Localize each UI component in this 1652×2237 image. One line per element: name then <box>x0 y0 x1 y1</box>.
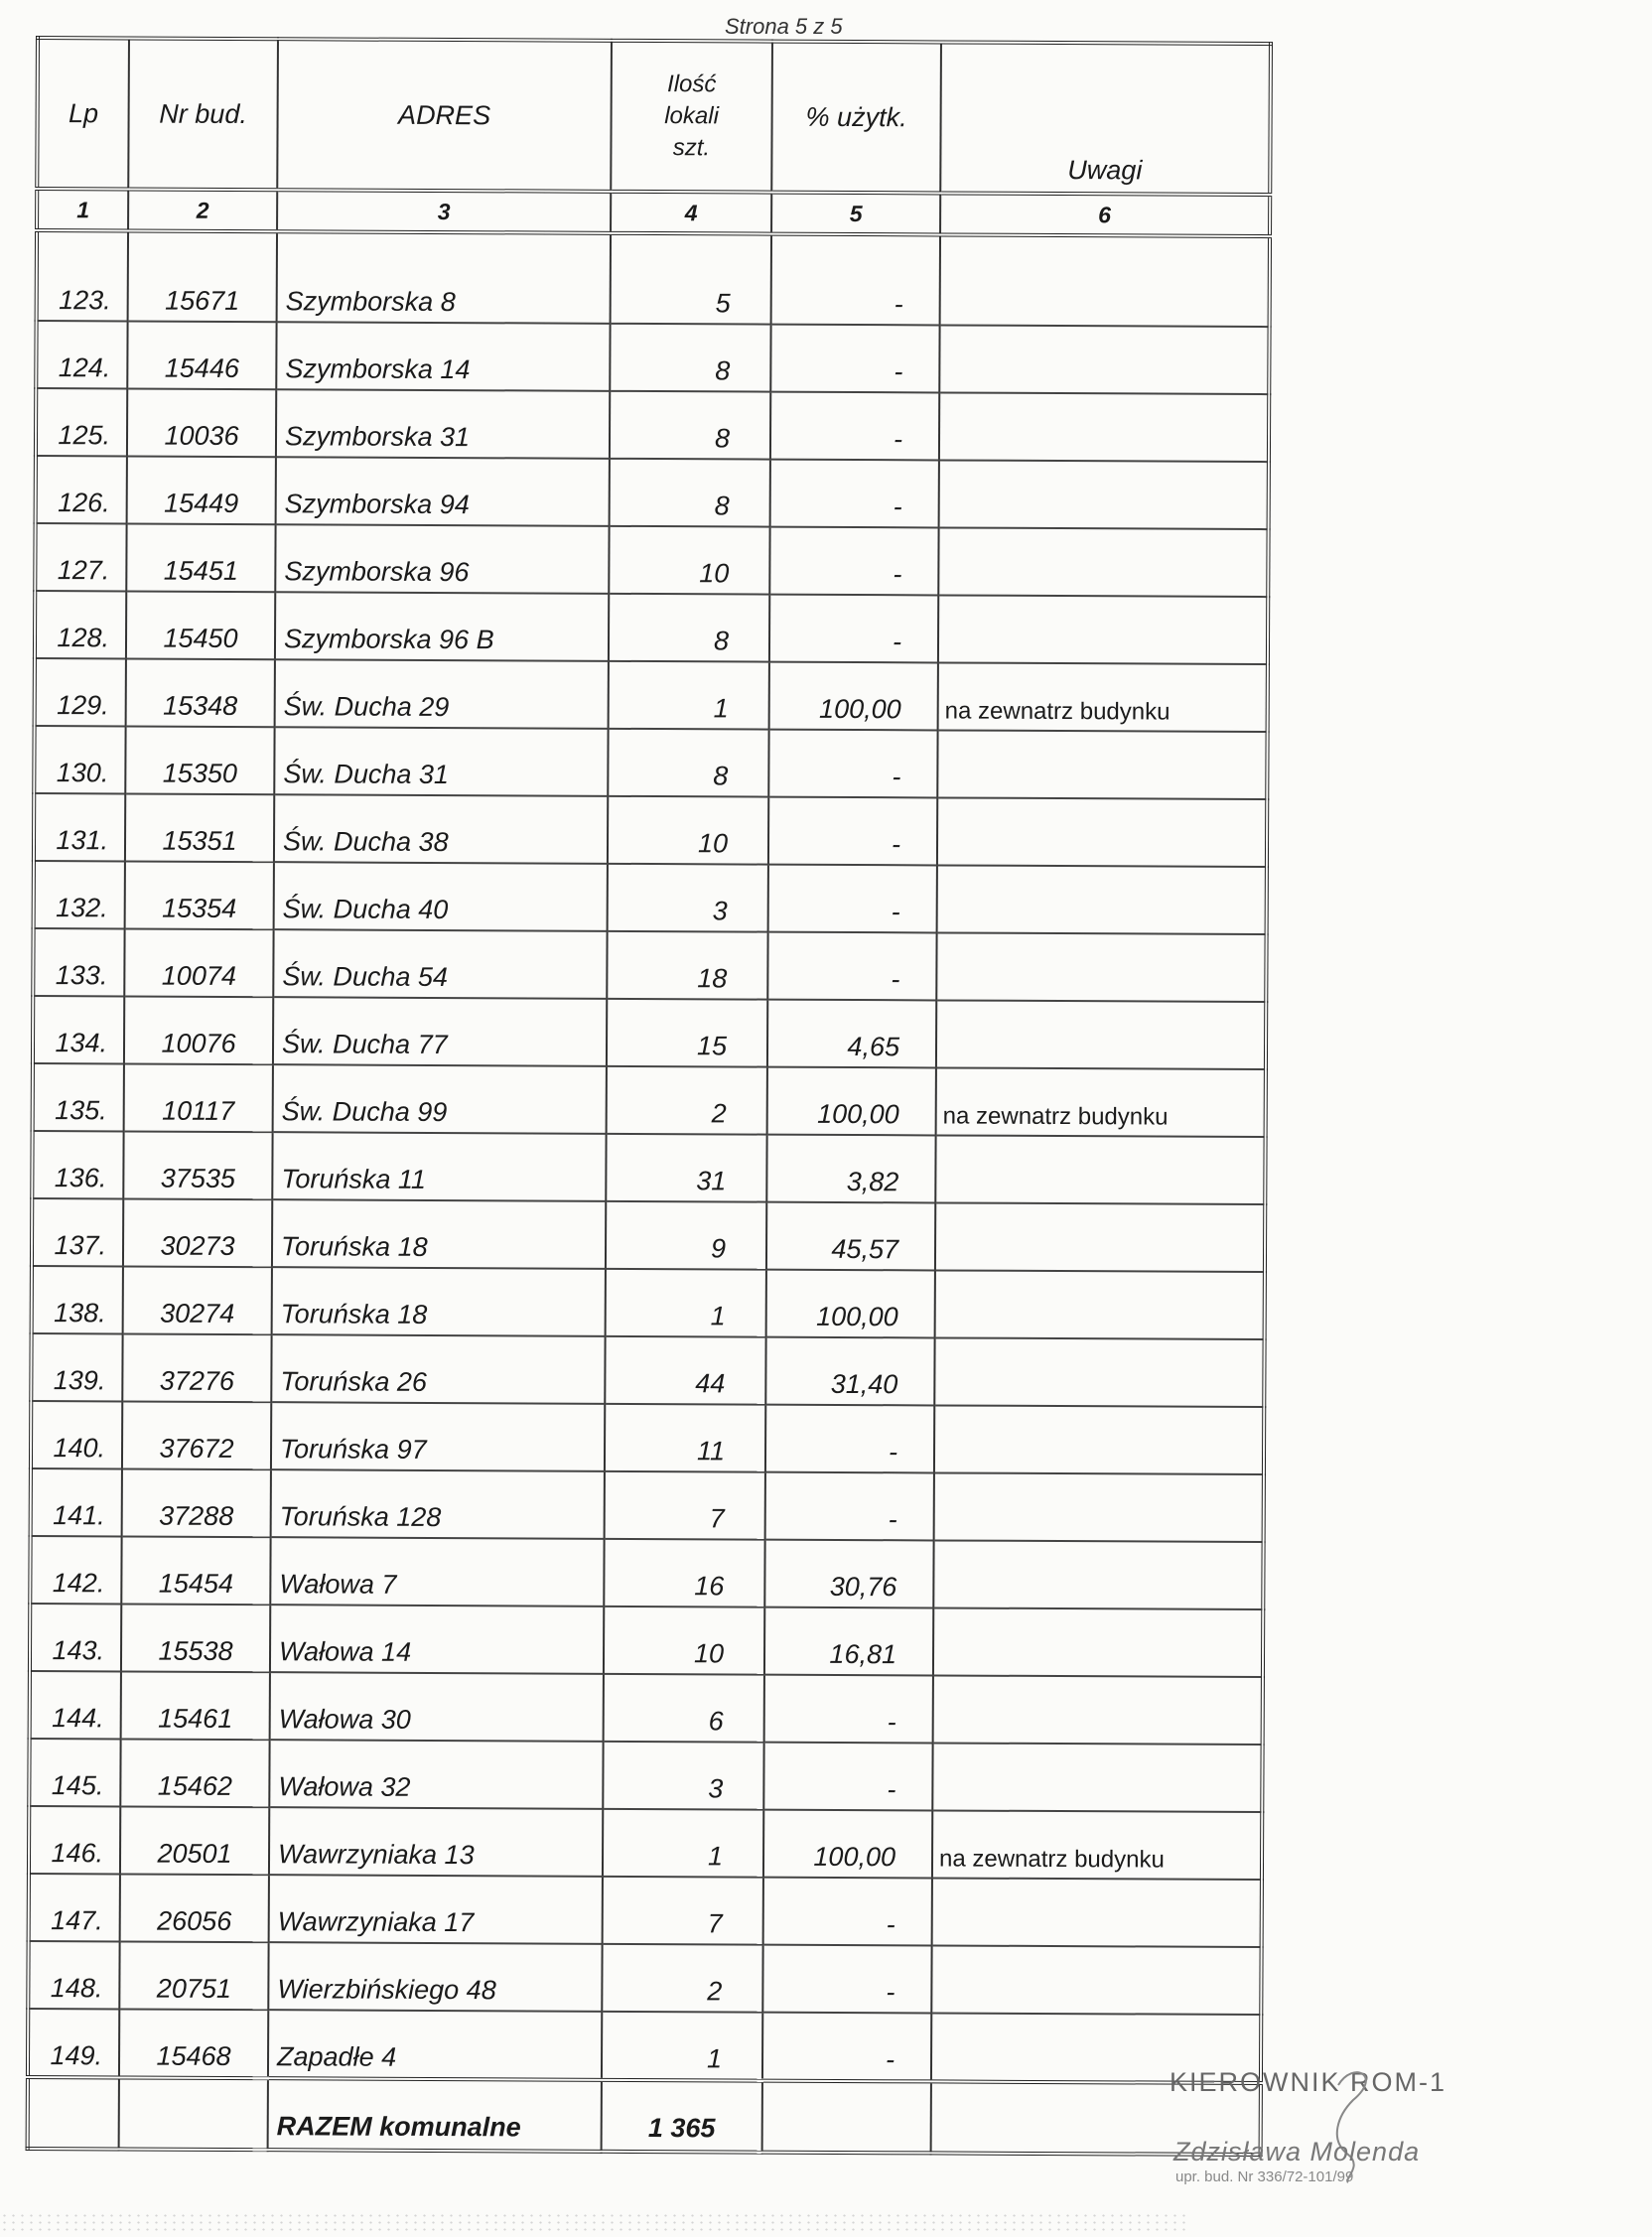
col-header-lp: Lp <box>37 38 129 189</box>
row-qty: 2 <box>602 1944 762 2013</box>
col-header-address: ADRES <box>277 39 612 192</box>
table-row <box>31 1468 1264 1542</box>
row-address: Św. Ducha 31 <box>274 727 608 796</box>
row-address: Wawrzyniaka 17 <box>269 1875 603 1944</box>
total-cell-empty <box>762 2081 931 2154</box>
row-qty: 7 <box>603 1877 763 1945</box>
row-address: Św. Ducha 29 <box>275 659 609 729</box>
total-qty: 1 365 <box>602 2080 762 2153</box>
col-header-notes: Uwagi <box>940 42 1271 195</box>
row-note <box>939 392 1269 462</box>
table-row <box>29 1806 1262 1880</box>
row-building-number: 26056 <box>120 1874 269 1942</box>
table-row <box>35 591 1268 664</box>
row-lp: 149. <box>28 2009 119 2077</box>
col-header-qty <box>611 41 772 193</box>
row-lp: 123. <box>37 230 128 321</box>
col-number: 2 <box>128 189 277 231</box>
table-row <box>32 1266 1265 1339</box>
buildings-table <box>26 36 1273 2157</box>
row-address: Szymborska 96 <box>275 524 609 594</box>
row-percent: 16,81 <box>764 1608 933 1676</box>
row-qty: 11 <box>605 1404 765 1472</box>
row-address: Wałowa 32 <box>269 1740 603 1809</box>
table-row <box>30 1604 1263 1677</box>
row-qty: 1 <box>602 2012 762 2081</box>
scan-noise <box>0 2212 1191 2232</box>
row-address: Szymborska 14 <box>276 322 610 391</box>
row-note <box>934 1337 1264 1407</box>
row-address: Wałowa 14 <box>270 1605 604 1674</box>
row-qty: 1 <box>606 1269 766 1337</box>
row-note <box>932 1878 1262 1947</box>
table-row <box>35 523 1268 597</box>
row-percent: - <box>765 1405 934 1473</box>
row-note <box>933 1675 1263 1745</box>
row-note <box>937 730 1267 799</box>
row-note <box>933 1540 1263 1609</box>
row-percent: 100,00 <box>763 1810 932 1879</box>
row-percent: 45,57 <box>766 1202 935 1271</box>
table-row <box>33 996 1266 1069</box>
col-header-qty-line2: lokali <box>664 102 720 130</box>
row-qty: 8 <box>610 324 770 392</box>
row-percent: - <box>768 730 937 798</box>
row-percent: 31,40 <box>765 1337 934 1406</box>
row-note <box>937 797 1267 867</box>
stamp-name: Zdzisława Molenda <box>1173 2137 1421 2167</box>
row-lp: 137. <box>32 1198 123 1266</box>
row-qty: 8 <box>609 594 769 662</box>
row-lp: 145. <box>29 1739 120 1806</box>
row-building-number: 10117 <box>124 1063 273 1132</box>
table-row <box>36 321 1269 394</box>
table-row <box>31 1333 1264 1407</box>
row-address: Wałowa 7 <box>270 1537 604 1607</box>
row-address: Szymborska 8 <box>277 231 611 324</box>
row-building-number: 30273 <box>123 1198 272 1267</box>
row-address: Szymborska 31 <box>276 389 610 459</box>
row-percent: - <box>771 234 940 326</box>
row-qty: 44 <box>605 1336 765 1405</box>
row-note <box>938 527 1268 597</box>
row-percent: 100,00 <box>769 662 938 731</box>
row-address: Św. Ducha 54 <box>273 929 607 999</box>
row-note <box>935 1135 1265 1204</box>
row-lp: 126. <box>36 456 127 523</box>
row-note <box>940 234 1270 327</box>
row-percent: - <box>763 1743 932 1811</box>
table-body <box>28 230 1270 2083</box>
row-note <box>934 1472 1264 1542</box>
row-address: Św. Ducha 40 <box>274 862 608 931</box>
total-label: RAZEM komunalne <box>268 2078 602 2152</box>
row-building-number: 15454 <box>121 1536 270 1605</box>
row-qty: 8 <box>610 459 770 527</box>
col-number: 6 <box>940 193 1270 236</box>
col-header-qty-line1: Ilość <box>667 70 717 98</box>
row-note <box>936 932 1266 1002</box>
row-building-number: 20751 <box>119 1941 268 2010</box>
row-building-number: 15351 <box>125 793 274 862</box>
table-row <box>32 1131 1265 1204</box>
table-row <box>34 726 1267 799</box>
row-building-number: 37276 <box>122 1333 271 1402</box>
row-address: Toruńska 11 <box>272 1132 606 1201</box>
row-note <box>939 325 1269 394</box>
row-address: Św. Ducha 77 <box>273 997 607 1066</box>
row-address: Toruńska 18 <box>272 1199 606 1269</box>
col-number: 1 <box>37 189 128 230</box>
stamp-title: KIEROWNIK ROM-1 <box>1170 2067 1447 2097</box>
row-note: na zewnatrz budynku <box>932 1810 1262 1880</box>
row-building-number: 15451 <box>126 523 275 592</box>
row-percent: 100,00 <box>766 1270 935 1338</box>
column-number-row <box>37 189 1270 236</box>
col-header-qty-line3: szt. <box>672 134 711 162</box>
row-percent: - <box>770 392 939 461</box>
row-address: Zapadłe 4 <box>268 2010 602 2080</box>
row-lp: 133. <box>33 928 124 996</box>
row-lp: 130. <box>34 726 125 793</box>
row-percent: - <box>765 1472 934 1541</box>
total-row <box>28 2077 1261 2155</box>
row-note: na zewnatrz budynku <box>938 662 1268 732</box>
table-row <box>29 1739 1262 1812</box>
table-row <box>32 1198 1265 1272</box>
row-percent: 30,76 <box>764 1540 933 1608</box>
row-address: Św. Ducha 38 <box>274 794 608 864</box>
row-qty: 16 <box>604 1539 764 1608</box>
row-note <box>932 1743 1262 1812</box>
table-row <box>28 2009 1261 2083</box>
row-percent: 4,65 <box>767 1000 936 1068</box>
row-qty: 10 <box>604 1607 764 1675</box>
row-percent: 100,00 <box>767 1067 936 1136</box>
row-building-number: 15446 <box>127 321 276 389</box>
row-address: Wałowa 30 <box>270 1672 604 1742</box>
row-address: Toruńska 128 <box>271 1469 605 1539</box>
table-row <box>33 1063 1266 1137</box>
row-lp: 147. <box>29 1874 120 1941</box>
total-cell-empty <box>119 2077 268 2150</box>
row-percent: 3,82 <box>766 1135 935 1203</box>
row-percent: - <box>767 932 936 1001</box>
row-qty: 3 <box>608 864 768 932</box>
row-address: Wawrzyniaka 13 <box>269 1807 603 1877</box>
row-qty: 1 <box>603 1809 763 1878</box>
row-lp: 144. <box>30 1671 121 1739</box>
table-row <box>29 1874 1262 1947</box>
row-address: Wierzbińskiego 48 <box>268 1942 602 2012</box>
row-building-number: 10076 <box>124 996 273 1064</box>
row-building-number: 15450 <box>126 591 275 659</box>
header-row <box>37 38 1271 195</box>
total-cell-empty <box>28 2077 119 2149</box>
table-row <box>34 793 1267 867</box>
table-row <box>28 1941 1261 2015</box>
row-qty: 8 <box>608 729 768 797</box>
row-note <box>935 1270 1265 1339</box>
row-percent: - <box>762 1945 931 2014</box>
col-header-nr: Nr bud. <box>128 38 278 190</box>
row-lp: 129. <box>35 658 126 726</box>
row-lp: 127. <box>35 523 126 591</box>
row-note: na zewnatrz budynku <box>936 1067 1266 1137</box>
row-percent: - <box>770 460 939 528</box>
table-row <box>35 658 1268 732</box>
row-building-number: 37288 <box>122 1468 271 1537</box>
row-lp: 135. <box>33 1063 124 1131</box>
row-building-number: 15468 <box>119 2009 268 2078</box>
row-building-number: 37535 <box>123 1131 272 1199</box>
row-address: Szymborska 96 B <box>275 592 609 661</box>
row-note <box>935 1202 1265 1272</box>
row-building-number: 10036 <box>127 388 276 457</box>
table-row <box>31 1401 1264 1474</box>
row-building-number: 30274 <box>123 1266 272 1334</box>
row-lp: 124. <box>36 321 127 388</box>
row-note <box>937 865 1267 934</box>
row-percent: - <box>769 527 938 596</box>
row-percent: - <box>768 865 937 933</box>
row-percent: - <box>764 1675 933 1744</box>
row-percent: - <box>763 1878 932 1946</box>
row-qty: 6 <box>604 1674 764 1743</box>
row-address: Szymborska 94 <box>276 457 610 526</box>
row-building-number: 37672 <box>122 1401 271 1469</box>
row-lp: 139. <box>31 1333 122 1401</box>
row-address: Św. Ducha 99 <box>273 1064 607 1134</box>
row-lp: 142. <box>30 1536 121 1604</box>
row-address: Toruńska 26 <box>271 1334 605 1404</box>
row-address: Toruńska 18 <box>272 1267 606 1336</box>
row-qty: 2 <box>607 1066 767 1135</box>
table-row <box>30 1536 1263 1609</box>
row-building-number: 15449 <box>127 456 276 524</box>
row-note <box>931 1945 1261 2015</box>
row-percent: - <box>762 2013 931 2082</box>
row-lp: 131. <box>34 793 125 861</box>
row-lp: 134. <box>33 996 124 1063</box>
col-number: 3 <box>277 190 611 233</box>
row-building-number: 15538 <box>121 1604 270 1672</box>
row-percent: - <box>768 797 937 866</box>
row-qty: 1 <box>609 661 769 730</box>
row-qty: 18 <box>607 931 767 1000</box>
row-note <box>934 1405 1264 1474</box>
row-building-number: 10074 <box>124 928 273 997</box>
row-building-number: 20501 <box>120 1806 269 1875</box>
table-row <box>30 1671 1263 1745</box>
row-address: Toruńska 97 <box>271 1402 605 1471</box>
row-note <box>933 1608 1263 1677</box>
row-lp: 143. <box>30 1604 121 1671</box>
row-note <box>938 595 1268 664</box>
col-number: 5 <box>771 193 940 235</box>
row-qty: 15 <box>607 999 767 1067</box>
row-lp: 140. <box>31 1401 122 1468</box>
table-row <box>36 456 1269 529</box>
row-building-number: 15348 <box>126 658 275 727</box>
table-row <box>37 230 1270 327</box>
row-building-number: 15462 <box>120 1739 269 1807</box>
official-stamp <box>1170 2055 1487 2194</box>
row-percent: - <box>770 325 939 393</box>
row-qty: 5 <box>611 233 771 325</box>
row-qty: 10 <box>608 796 768 865</box>
row-lp: 141. <box>31 1468 122 1536</box>
row-building-number: 15461 <box>121 1671 270 1740</box>
row-note <box>936 1000 1266 1069</box>
row-qty: 8 <box>610 391 770 460</box>
table-row <box>36 388 1269 462</box>
row-lp: 125. <box>36 388 127 456</box>
row-note <box>939 460 1269 529</box>
row-percent: - <box>769 595 938 663</box>
row-lp: 132. <box>34 861 125 928</box>
row-lp: 128. <box>35 591 126 658</box>
page-number-header: Strona 5 z 5 <box>725 14 843 39</box>
row-building-number: 15354 <box>125 861 274 929</box>
row-lp: 136. <box>32 1131 123 1198</box>
col-number: 4 <box>611 192 771 234</box>
col-header-percent: % użytk. <box>771 42 941 194</box>
row-building-number: 15671 <box>128 230 277 322</box>
row-building-number: 15350 <box>125 726 274 794</box>
row-qty: 7 <box>605 1471 765 1540</box>
row-lp: 148. <box>28 1941 119 2009</box>
table-row <box>34 861 1267 934</box>
stamp-license: upr. bud. Nr 336/72-101/99 <box>1175 2168 1354 2185</box>
row-qty: 9 <box>606 1201 766 1270</box>
row-lp: 138. <box>32 1266 123 1333</box>
table-row <box>33 928 1266 1002</box>
row-qty: 3 <box>603 1742 763 1810</box>
row-qty: 31 <box>606 1134 766 1202</box>
row-lp: 146. <box>29 1806 120 1874</box>
row-qty: 10 <box>609 526 769 595</box>
